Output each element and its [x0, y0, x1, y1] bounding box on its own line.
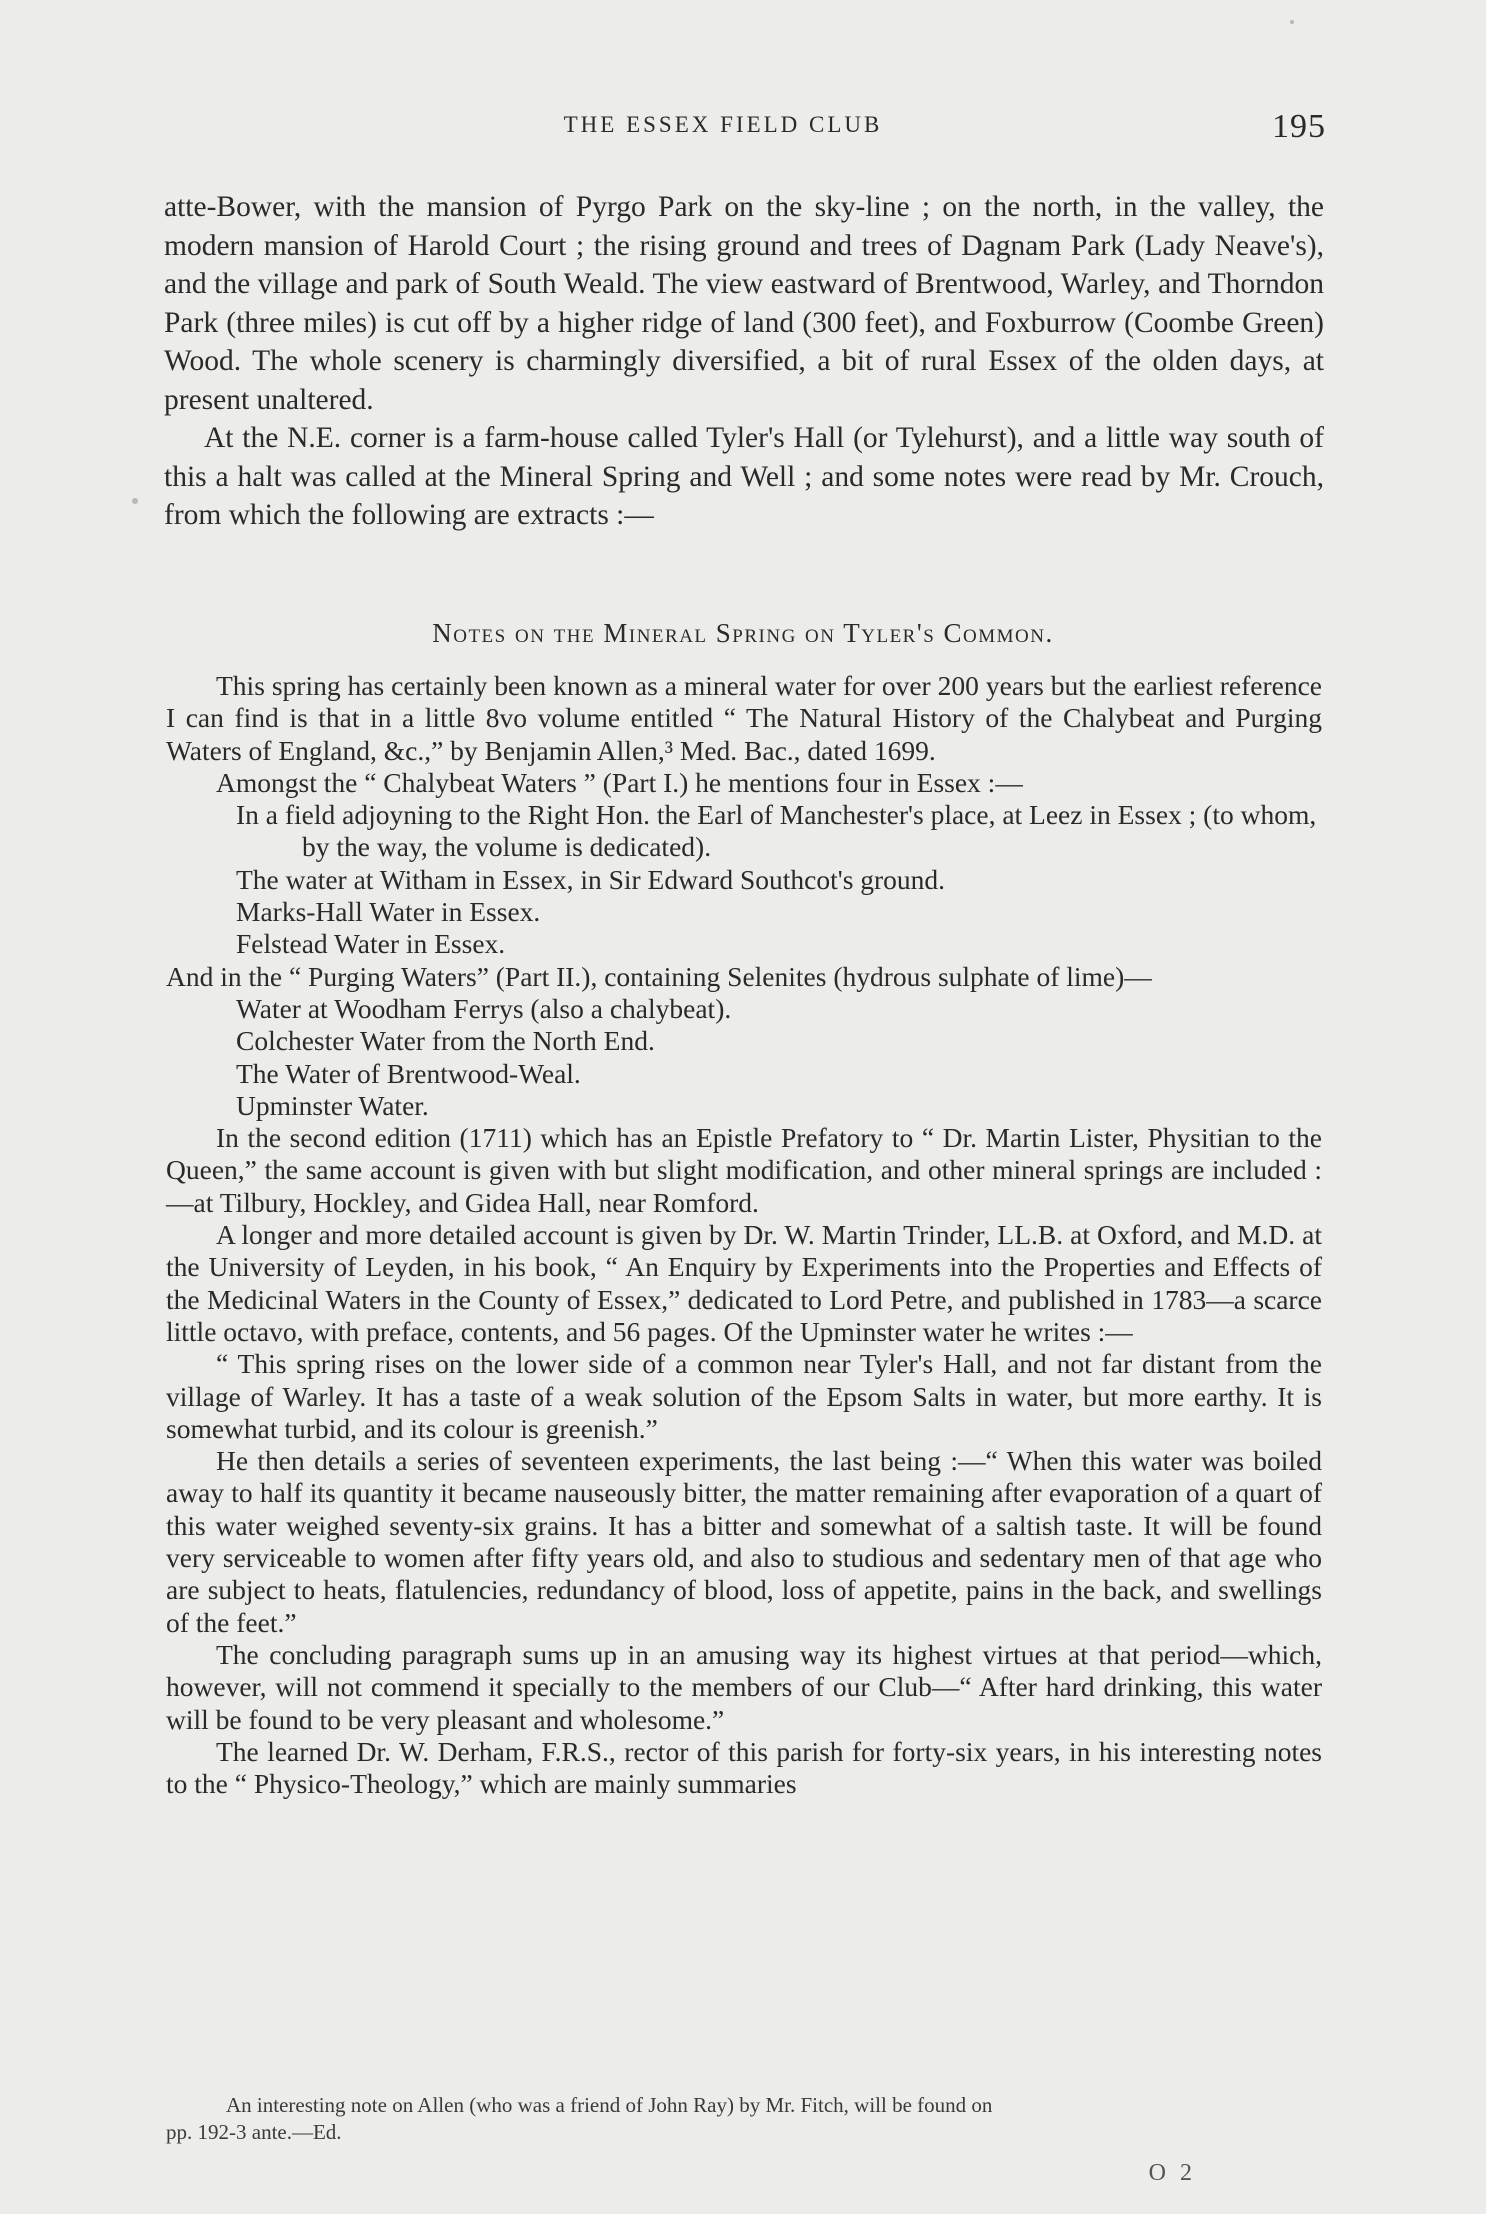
- intro-paragraph: At the N.E. corner is a farm-house called Tyler's Hall (or Tylehurst), and a little way south of this a halt was called at the Mineral Spring and Well ; and some notes were read by Mr. Crouch, from which the following are extracts :—: [164, 422, 1324, 531]
- list-item: Felstead Water in Essex.: [236, 928, 506, 960]
- list-item: The water at Witham in Essex, in Sir Edward Southcot's ground.: [236, 863, 946, 895]
- paragraph-allen: This spring has certainly been known as a mineral water for over 200 years but the earliest reference I can find is that in a little 8vo volume entitled “ The Natural History of the Chalybeat and Purging Waters of England, &c.,” by Benjamin Allen,³ Med. Bac., dated 1699.: [166, 670, 1322, 766]
- intro-text: [164, 188, 1324, 535]
- page-number: 195: [1272, 108, 1326, 145]
- footnote-line: An interesting note on Allen (who was a friend of John Ray) by Mr. Fitch, will be found on: [226, 2093, 993, 2117]
- paragraph-second-edition: In the second edition (1711) which has an Epistle Prefatory to “ Dr. Martin Lister, Physitian to the Queen,” the same account is given with but slight modification, and other mineral springs are included :—at Tilbury, Hockley, and Gidea Hall, near Romford.: [166, 1122, 1322, 1218]
- footnote: [166, 2092, 1322, 2146]
- list-item: Upminster Water.: [236, 1089, 429, 1121]
- paper-speck: [132, 498, 138, 504]
- list-item: Marks-Hall Water in Essex.: [236, 896, 541, 928]
- paragraph-derham: The learned Dr. W. Derham, F.R.S., rector of this parish for forty-six years, in his interesting notes to the “ Physico-Theology,” which are mainly summaries: [166, 1735, 1322, 1800]
- signature-mark: O 2: [1148, 2160, 1196, 2186]
- footnote-line: pp. 192-3 ante.—Ed.: [166, 2120, 342, 2144]
- list-item: The Water of Brentwood-Weal.: [236, 1057, 581, 1089]
- chalybeat-intro: Amongst the “ Chalybeat Waters ” (Part I.) he mentions four in Essex :—: [216, 766, 1023, 798]
- purging-intro: And in the “ Purging Waters” (Part II.), containing Selenites (hydrous sulphate of lime)—: [166, 960, 1152, 992]
- list-item: In a field adjoyning to the Right Hon. the Earl of Manchester's place, at Leez in Essex ; (to whom, by the way, the volume is dedicated).: [236, 799, 1317, 863]
- intro-paragraph: atte-Bower, with the mansion of Pyrgo Park on the sky-line ; on the north, in the valley, the modern mansion of Harold Court ; the rising ground and trees of Dagnam Park (Lady Neave's), and the village and park of South Weald. The view eastward of Brentwood, Warley, and Thorndon Park (three miles) is cut off by a higher ridge of land (300 feet), and Foxburrow (Coombe Green) Wood. The whole scenery is charmingly diversified, a bit of rural Essex of the olden days, at present unaltered.: [164, 191, 1324, 416]
- chalybeat-list: [166, 799, 1322, 960]
- running-header: [0, 112, 1486, 138]
- paragraph-concluding: The concluding paragraph sums up in an amusing way its highest virtues at that period—which, however, will not commend it specially to the members of our Club—“ After hard drinking, this water will be found to be very pleasant and wholesome.”: [166, 1638, 1322, 1735]
- list-item: Water at Woodham Ferrys (also a chalybeat).: [236, 992, 732, 1024]
- paragraph-trinder: A longer and more detailed account is given by Dr. W. Martin Trinder, LL.B. at Oxford, and M.D. at the University of Leyden, in his book, “ An Enquiry by Experiments into the Properties and Effects of the Medicinal Waters in the County of Essex,” dedicated to Lord Petre, and published in 1783—a scarce little octavo, with preface, contents, and 56 pages. Of the Upminster water he writes :—: [166, 1219, 1322, 1347]
- quote-spring: “ This spring rises on the lower side of a common near Tyler's Hall, and not far distant from the village of Warley. It has a taste of a weak solution of the Epsom Salts in water, but more earthy. It is somewhat turbid, and its colour is greenish.”: [166, 1348, 1322, 1444]
- running-title: THE ESSEX FIELD CLUB: [563, 112, 883, 137]
- paragraph-experiments: He then details a series of seventeen experiments, the last being :—“ When this water was boiled away to half its quantity it became nauseously bitter, the matter remaining after evaporation of a quart of this water weighed seventy-six grains. It has a bitter and somewhat of a saltish taste. It will be found very serviceable to women after fifty years old, and also to studious and sedentary men of that age who are subject to heats, flatulencies, redundancy of blood, loss of appetite, pains in the back, and swellings of the feet.”: [166, 1445, 1322, 1638]
- purging-list: [166, 993, 1322, 1122]
- list-item: Colchester Water from the North End.: [236, 1025, 655, 1057]
- section-heading: Notes on the Mineral Spring on Tyler's Common.: [432, 618, 1054, 648]
- notes-body: [166, 670, 1322, 1800]
- paper-speck: [1290, 20, 1294, 24]
